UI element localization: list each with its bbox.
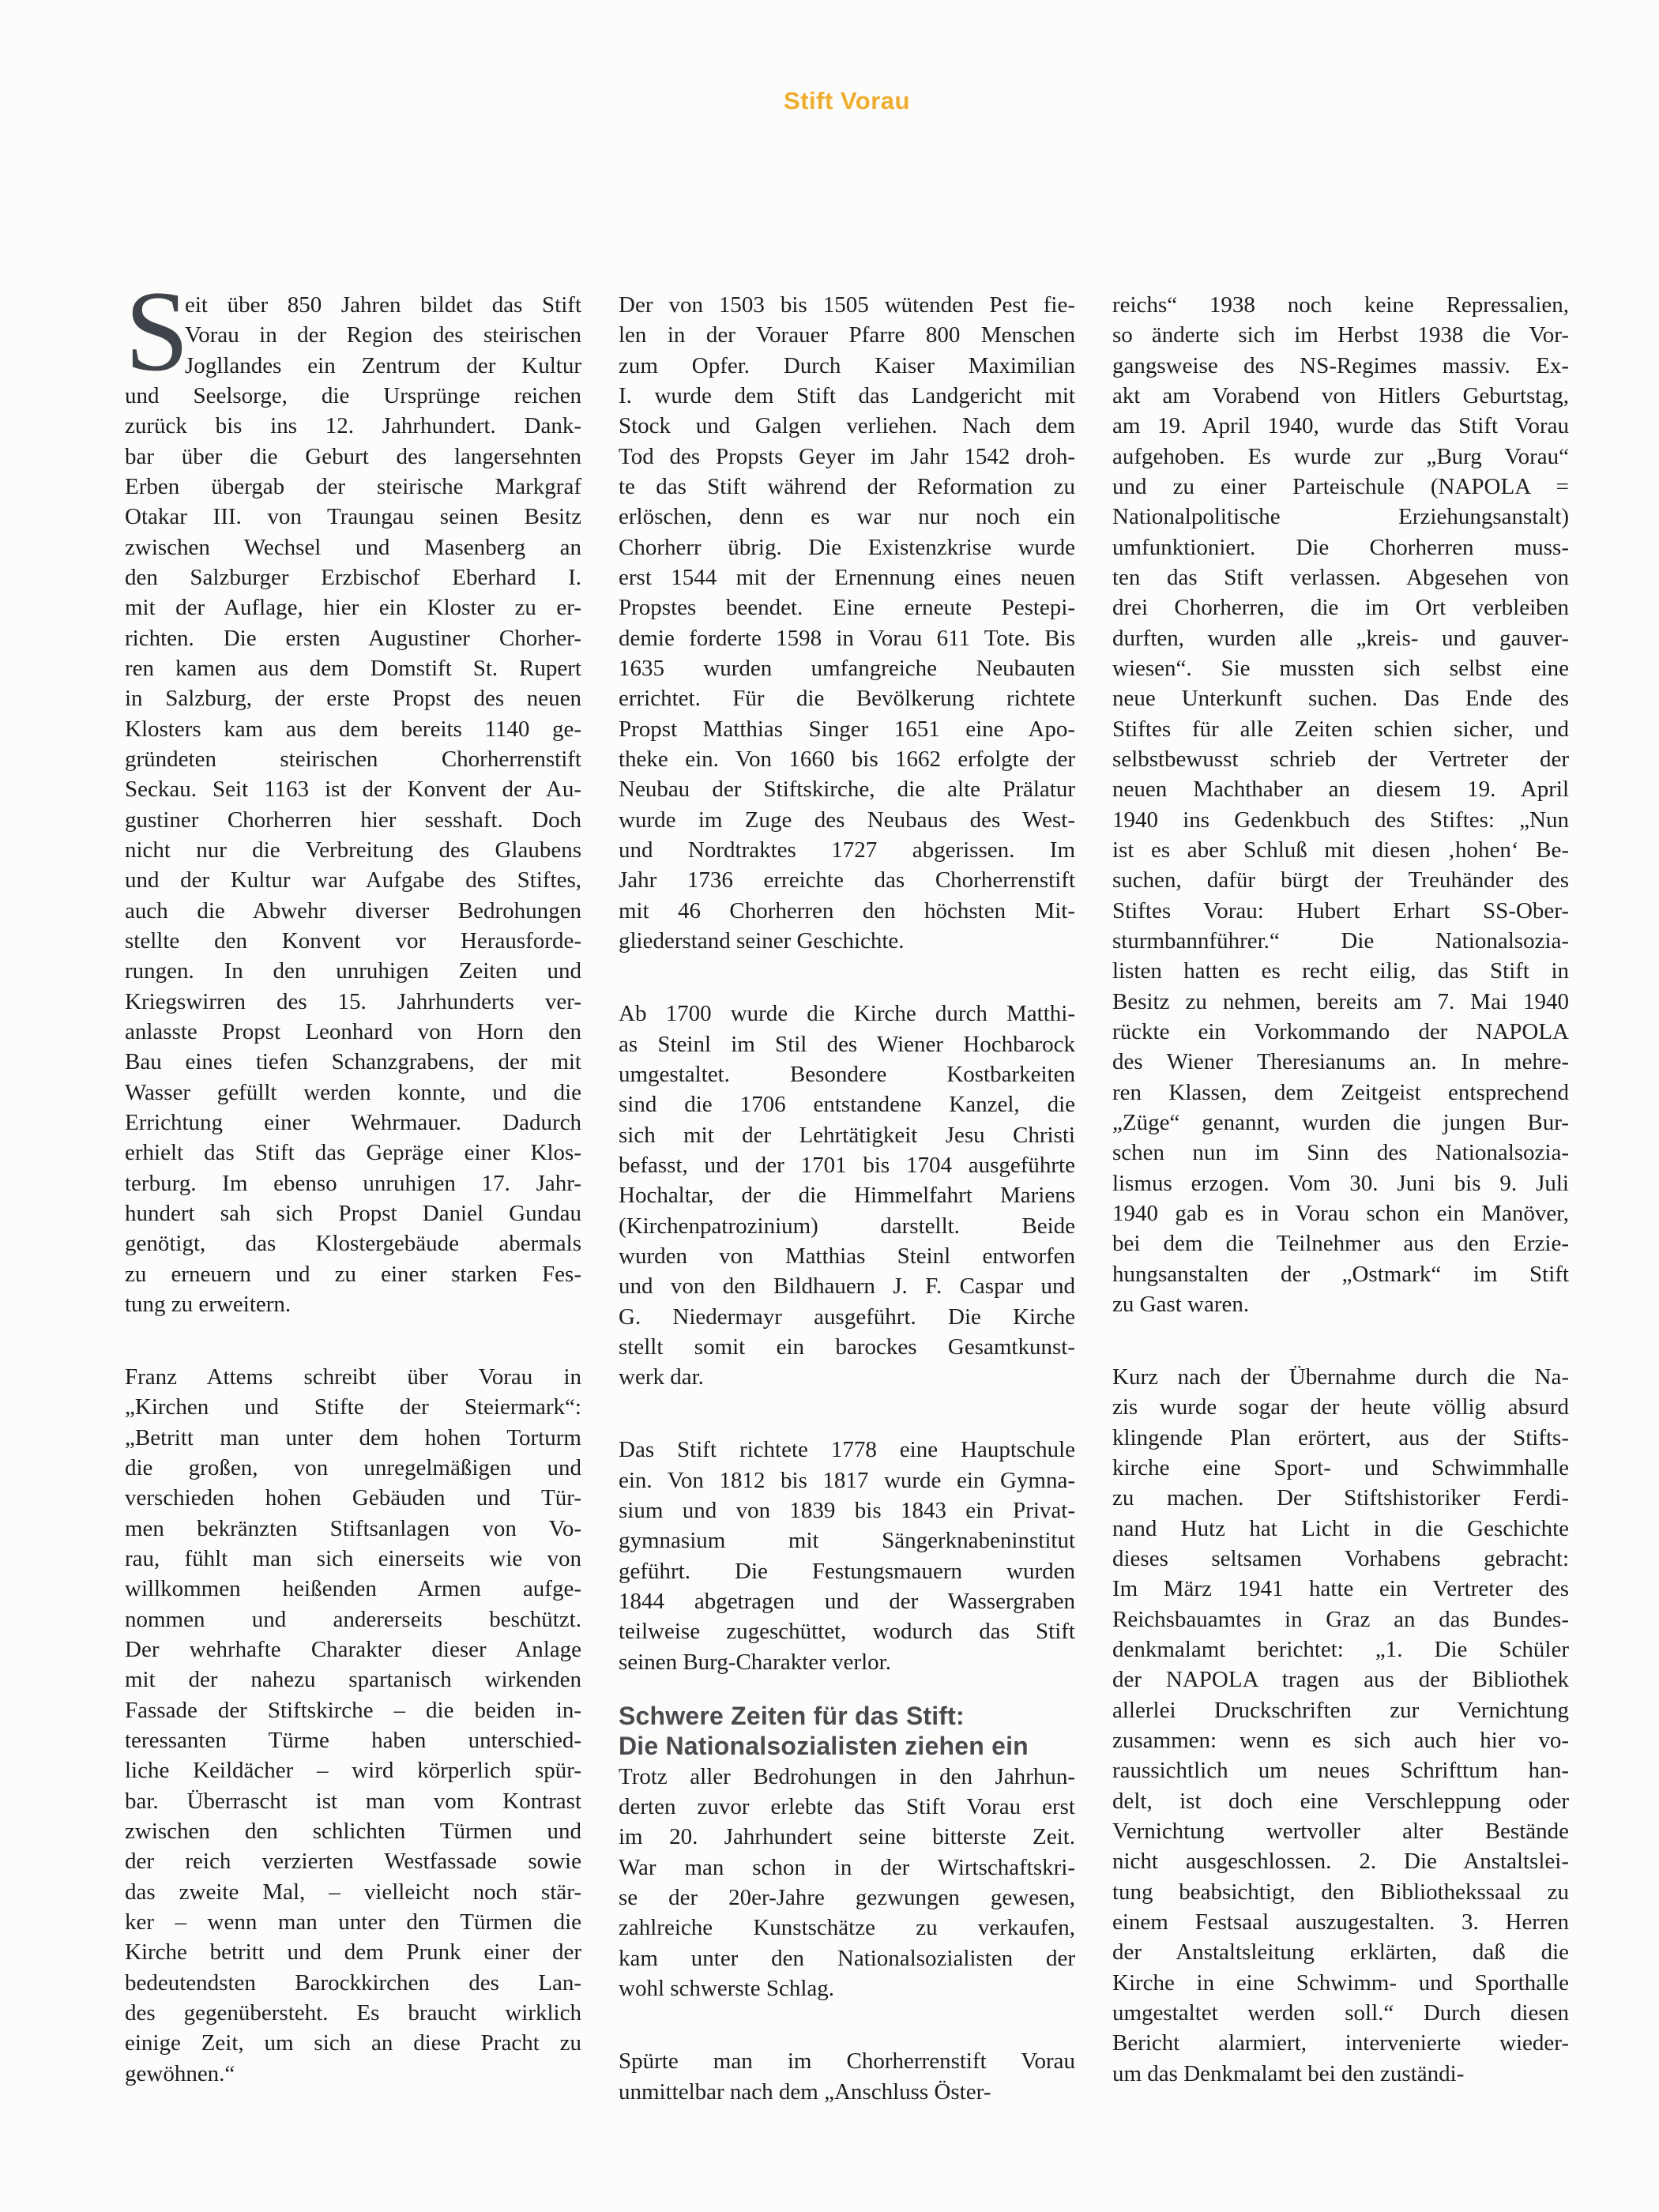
text-line: Nationalpolitische Erziehungsanstalt) <box>1112 504 1569 530</box>
text-line: verschieden hohen Gebäuden und Tür- <box>125 1485 581 1511</box>
text-line: hundert sah sich Propst Daniel Gundau <box>125 1200 581 1226</box>
text-line: werk dar. <box>619 1364 704 1390</box>
text-line: klingende Plan erörtert, aus der Stifts- <box>1112 1424 1569 1450</box>
text-line: zusammen: wenn es sich auch hier vo- <box>1112 1728 1569 1754</box>
text-line: den Salzburger Erzbischof Eberhard I. <box>125 564 581 590</box>
text-line: der Anstaltsleitung erklärten, daß die <box>1112 1939 1569 1966</box>
article-columns <box>125 267 1569 2107</box>
text-line: der NAPOLA tragen aus der Bibliothek <box>1112 1667 1569 1693</box>
text-line: terburg. Im ebenso unruhigen 17. Jahr- <box>125 1170 581 1196</box>
text-line: wohl schwerste Schlag. <box>619 1976 835 2002</box>
text-line: Das Stift richtete 1778 eine Hauptschule <box>619 1437 1075 1463</box>
text-line: sind die 1706 entstandene Kanzel, die <box>619 1092 1075 1118</box>
text-line: zis wurde sogar der heute völlig absurd <box>1112 1394 1569 1420</box>
text-line: so änderte sich im Herbst 1938 die Vor- <box>1112 322 1569 348</box>
text-line: Klosters kam aus dem bereits 1140 ge- <box>125 716 581 742</box>
text-line: und Nordtraktes 1727 abgerissen. Im <box>619 837 1075 863</box>
text-line: War man schon in der Wirtschaftskri- <box>619 1854 1075 1880</box>
text-line: Kurz nach der Übernahme durch die Na- <box>1112 1364 1569 1390</box>
text-line: gliederstand seiner Geschichte. <box>619 927 905 954</box>
text-line: im 20. Jahrhundert seine bitterste Zeit. <box>619 1824 1075 1850</box>
text-line: zwischen Wechsel und Masenberg an <box>125 534 581 560</box>
text-line: bar. Überrascht ist man vom Kontrast <box>125 1788 581 1814</box>
text-line: aufgehoben. Es wurde zur „Burg Vorau“ <box>1112 443 1569 469</box>
text-line: kirche eine Sport- und Schwimmhalle <box>1112 1455 1569 1481</box>
text-line: ist es aber Schluß mit diesen ‚hohen‘ Be- <box>1112 837 1569 863</box>
text-line: stellte den Konvent vor Herausforde- <box>125 927 581 954</box>
text-line: selbstbewusst schrieb der Vertreter der <box>1112 746 1569 772</box>
text-line: am 19. April 1940, wurde das Stift Vorau <box>1112 413 1569 439</box>
text-line: zu Gast waren. <box>1112 1291 1250 1317</box>
text-line: Propst Matthias Singer 1651 eine Apo- <box>619 716 1075 742</box>
text-line: Wasser gefüllt werden konnte, und die <box>125 1079 581 1105</box>
text-line: „Kirchen und Stifte der Steiermark“: <box>125 1394 581 1420</box>
text-line: ren kamen aus dem Domstift St. Rupert <box>125 655 581 681</box>
text-line: listen hatten es recht eilig, das Stift in <box>1112 958 1569 984</box>
text-line: Spürte man im Chorherrenstift Vorau <box>619 2048 1075 2075</box>
text-line: und Seelsorge, die Ursprünge reichen <box>125 382 581 408</box>
text-line: Seckau. Seit 1163 ist der Konvent der Au- <box>125 777 581 803</box>
text-line: und von den Bildhauern J. F. Caspar und <box>619 1273 1075 1300</box>
text-line: nicht nur die Verbreitung des Glaubens <box>125 837 581 863</box>
text-line: bei dem die Teilnehmer aus den Erzie- <box>1112 1231 1569 1257</box>
text-line: denkmalamt berichtet: „1. Die Schüler <box>1112 1637 1569 1663</box>
text-line: Der wehrhafte Charakter dieser Anlage <box>125 1637 581 1663</box>
text-line: gustiner Chorherren hier sesshaft. Doch <box>125 807 581 833</box>
text-line: G. Niedermayr ausgeführt. Die Kirche <box>619 1304 1075 1330</box>
paragraph <box>619 2046 1075 2107</box>
text-line: gangsweise des NS-Regimes massiv. Ex- <box>1112 352 1569 378</box>
text-line: nand Hutz hat Licht in die Geschichte <box>1112 1515 1569 1541</box>
text-line: liche Keildächer – wird körperlich spür- <box>125 1758 581 1784</box>
text-line: rungen. In den unruhigen Zeiten und <box>125 958 581 984</box>
text-line: Neubau der Stiftskirche, die alte Prälatur <box>619 777 1075 803</box>
text-line: ren Klassen, dem Zeitgeist entsprechend <box>1112 1079 1569 1105</box>
text-line: teressanten Türme haben unterschied- <box>125 1728 581 1754</box>
text-column-3 <box>1112 290 1569 2107</box>
text-line: schen nun im Sinn des Nationalsozia- <box>1112 1140 1569 1166</box>
text-line: drei Chorherren, die im Ort verbleiben <box>1112 595 1569 621</box>
section-heading <box>619 1701 1075 1762</box>
text-line: auch die Abwehr diverser Bedrohungen <box>125 897 581 924</box>
text-line: teilweise zugeschüttet, wodurch das Stift <box>619 1619 1075 1645</box>
text-line: genötigt, das Klostergebäude abermals <box>125 1231 581 1257</box>
drop-cap: S <box>125 267 190 395</box>
text-line: gymnasium mit Sängerknabeninstitut <box>619 1528 1075 1554</box>
section-heading-line: Die Nationalsozialisten ziehen ein <box>619 1732 1029 1761</box>
text-line: neuen Machthaber an diesem 19. April <box>1112 777 1569 803</box>
text-line: Tod des Propsts Geyer im Jahr 1542 droh- <box>619 443 1075 469</box>
text-line: errichtet. Für die Bevölkerung richtete <box>619 686 1075 712</box>
text-line: Jahr 1736 erreichte das Chorherrenstift <box>619 867 1075 893</box>
text-line: gründeten steirischen Chorherrenstift <box>125 746 581 772</box>
text-line: „Züge“ genannt, wurden die jungen Bur- <box>1112 1109 1569 1135</box>
text-line: zum Opfer. Durch Kaiser Maximilian <box>619 352 1075 378</box>
text-line: geführt. Die Festungsmauern wurden <box>619 1558 1075 1584</box>
text-line: Hochaltar, der die Himmelfahrt Mariens <box>619 1183 1075 1209</box>
text-line: „Betritt man unter dem hohen Torturm <box>125 1424 581 1450</box>
text-line: zahlreiche Kunstschätze zu verkaufen, <box>619 1915 1075 1941</box>
text-line: te das Stift während der Reformation zu <box>619 473 1075 499</box>
text-line: mit der Auflage, hier ein Kloster zu er- <box>125 595 581 621</box>
text-line: Vernichtung wertvoller alter Bestände <box>1112 1819 1569 1845</box>
text-line: und der Kultur war Aufgabe des Stiftes, <box>125 867 581 893</box>
text-line: tung beabsichtigt, den Bibliothekssaal zu <box>1112 1879 1569 1905</box>
text-line: kam unter den Nationalsozialisten der <box>619 1945 1075 1971</box>
text-line: wiesen“. Sie mussten sich selbst eine <box>1112 655 1569 681</box>
text-line: gewöhnen.“ <box>125 2060 235 2086</box>
text-line: 1940 gab es in Vorau schon ein Manöver, <box>1112 1200 1569 1226</box>
text-line: erlöschen, denn es war nur noch ein <box>619 504 1075 530</box>
paragraph <box>619 1435 1075 1677</box>
text-line: Jogllandes ein Zentrum der Kultur <box>185 352 581 378</box>
text-line: befasst, und der 1701 bis 1704 ausgeführte <box>619 1152 1075 1178</box>
text-line: Vorau in der Region des steirischen <box>185 322 581 348</box>
paragraph <box>125 1362 581 2089</box>
text-line: men bekränzten Stiftsanlagen von Vo- <box>125 1515 581 1541</box>
text-line: dieses seltsamen Vorhabens gebracht: <box>1112 1546 1569 1572</box>
text-line: richten. Die ersten Augustiner Chorher- <box>125 625 581 651</box>
text-line: einige Zeit, um sich an diese Pracht zu <box>125 2030 581 2056</box>
text-line: rückte ein Vorkommando der NAPOLA <box>1112 1018 1569 1044</box>
text-line: suchen, dafür bürgt der Treuhänder des <box>1112 867 1569 893</box>
text-line: theke ein. Von 1660 bis 1662 erfolgte der <box>619 746 1075 772</box>
text-line: nommen und andererseits beschützt. <box>125 1606 581 1632</box>
text-line: Trotz aller Bedrohungen in den Jahrhun- <box>619 1763 1075 1789</box>
text-line: in Salzburg, der erste Propst des neuen <box>125 686 581 712</box>
text-line: des Wiener Theresianums an. In mehre- <box>1112 1049 1569 1075</box>
paragraph <box>1112 290 1569 1319</box>
text-line: Ab 1700 wurde die Kirche durch Matthi- <box>619 1001 1075 1027</box>
text-line: Kirche betritt und dem Prunk einer der <box>125 1939 581 1966</box>
text-line: Im März 1941 hatte ein Vertreter des <box>1112 1576 1569 1602</box>
text-line: (Kirchenpatrozinium) darstellt. Beide <box>619 1213 1075 1239</box>
text-line: bar über die Geburt des langersehnten <box>125 443 581 469</box>
text-line: um das Denkmalamt bei den zuständi- <box>1112 2060 1465 2086</box>
text-line: reichs“ 1938 noch keine Repressalien, <box>1112 292 1569 318</box>
paragraph <box>619 290 1075 956</box>
text-line: Chorherr übrig. Die Existenzkrise wurde <box>619 534 1075 560</box>
text-line: Bau eines tiefen Schanzgrabens, der mit <box>125 1049 581 1075</box>
text-line: mit 46 Chorherren den höchsten Mit- <box>619 897 1075 924</box>
text-line: Der von 1503 bis 1505 wütenden Pest fie- <box>619 292 1075 318</box>
page-title: Stift Vorau <box>784 87 910 115</box>
text-line: des gegenübersteht. Es braucht wirklich <box>125 2000 581 2026</box>
text-line: Stiftes für alle Zeiten schien sicher, und <box>1112 716 1569 742</box>
text-line: nicht ausgeschlossen. 2. Die Anstaltslei- <box>1112 1849 1569 1875</box>
text-line: Kriegswirren des 15. Jahrhunderts ver- <box>125 988 581 1014</box>
text-line: akt am Vorabend von Hitlers Geburtstag, <box>1112 382 1569 408</box>
text-line: allerlei Druckschriften zur Vernichtung <box>1112 1697 1569 1723</box>
text-line: Errichtung einer Wehrmauer. Dadurch <box>125 1109 581 1135</box>
text-column-2 <box>619 290 1075 2107</box>
text-line: hungsanstalten der „Ostmark“ im Stift <box>1112 1261 1569 1287</box>
text-line: willkommen heißenden Armen aufge- <box>125 1576 581 1602</box>
text-line: tung zu erweitern. <box>125 1291 292 1317</box>
text-line: Stock und Galgen verliehen. Nach dem <box>619 413 1075 439</box>
text-line: ker – wenn man unter den Türmen die <box>125 1909 581 1936</box>
text-line: demie forderte 1598 in Vorau 611 Tote. Bis <box>619 625 1075 651</box>
text-line: wurden von Matthias Steinl entworfen <box>619 1243 1075 1269</box>
text-line: lismus erzogen. Vom 30. Juni bis 9. Juli <box>1112 1170 1569 1196</box>
text-line: 1635 wurden umfangreiche Neubauten <box>619 655 1075 681</box>
text-line: Propstes beendet. Eine erneute Pestepi- <box>619 595 1075 621</box>
text-line: zurück bis ins 12. Jahrhundert. Dank- <box>125 413 581 439</box>
text-line: erst 1544 mit der Ernennung eines neuen <box>619 564 1075 590</box>
text-line: sich mit der Lehrtätigkeit Jesu Christi <box>619 1122 1075 1148</box>
text-line: Stiftes Vorau: Hubert Erhart SS-Ober- <box>1112 897 1569 924</box>
paragraph <box>125 267 581 1319</box>
text-line: 1940 ins Gedenkbuch des Stiftes: „Nun <box>1112 807 1569 833</box>
text-line: Fassade der Stiftskirche – die beiden in- <box>125 1697 581 1723</box>
paragraph <box>619 999 1075 1392</box>
text-line: erhielt das Stift das Gepräge einer Klos- <box>125 1140 581 1166</box>
text-line: 1844 abgetragen und der Wassergraben <box>619 1589 1075 1615</box>
text-line: ein. Von 1812 bis 1817 wurde ein Gymna- <box>619 1467 1075 1493</box>
text-line: seinen Burg-Charakter verlor. <box>619 1649 891 1675</box>
page-header <box>125 85 1569 117</box>
text-line: umgestaltet. Besondere Kostbarkeiten <box>619 1061 1075 1087</box>
text-line: Kirche in eine Schwimm- und Sporthalle <box>1112 1969 1569 1996</box>
text-line: und zu einer Parteischule (NAPOLA = <box>1112 473 1569 499</box>
text-line: neue Unterkunft suchen. Das Ende des <box>1112 686 1569 712</box>
text-line: delt, ist doch eine Verschleppung oder <box>1112 1788 1569 1814</box>
text-line: ten das Stift verlassen. Abgesehen von <box>1112 564 1569 590</box>
text-line: rau, fühlt man sich einerseits wie von <box>125 1546 581 1572</box>
text-line: die großen, von unregelmäßigen und <box>125 1455 581 1481</box>
text-line: mit der nahezu spartanisch wirkenden <box>125 1667 581 1693</box>
text-line: wurde im Zuge des Neubaus des West- <box>619 807 1075 833</box>
text-line: sium und von 1839 bis 1843 ein Privat- <box>619 1498 1075 1524</box>
text-line: Reichsbauamtes in Graz an das Bundes- <box>1112 1606 1569 1632</box>
text-line: bedeutendsten Barockkirchen des Lan- <box>125 1969 581 1996</box>
text-line: se der 20er-Jahre gezwungen gewesen, <box>619 1885 1075 1911</box>
text-line: anlasste Propst Leonhard von Horn den <box>125 1018 581 1044</box>
paragraph <box>1112 1362 1569 2089</box>
text-line: as Steinl im Stil des Wiener Hochbarock <box>619 1031 1075 1057</box>
text-line: umfunktioniert. Die Chorherren muss- <box>1112 534 1569 560</box>
text-line: Bericht alarmiert, intervenierte wieder- <box>1112 2030 1569 2056</box>
section-heading-line: Schwere Zeiten für das Stift: <box>619 1702 965 1731</box>
text-line: sturmbannführer.“ Die Nationalsozia- <box>1112 927 1569 954</box>
text-line: I. wurde dem Stift das Landgericht mit <box>619 382 1075 408</box>
paragraph <box>619 1762 1075 2004</box>
text-line: das zweite Mal, – vielleicht noch stär- <box>125 1879 581 1905</box>
text-line: durften, wurden alle „kreis- und gauver- <box>1112 625 1569 651</box>
text-line: Franz Attems schreibt über Vorau in <box>125 1364 581 1390</box>
text-line: Besitz zu nehmen, bereits am 7. Mai 1940 <box>1112 988 1569 1014</box>
text-line: umgestaltet werden soll.“ Durch diesen <box>1112 2000 1569 2026</box>
text-line: Otakar III. von Traungau seinen Besitz <box>125 504 581 530</box>
text-line: Erben übergab der steirische Markgraf <box>125 473 581 499</box>
text-line: raussichtlich um neues Schrifttum han- <box>1112 1758 1569 1784</box>
text-line: einem Festsaal auszugestalten. 3. Herren <box>1112 1909 1569 1936</box>
text-line: unmittelbar nach dem „Anschluss Öster- <box>619 2078 991 2105</box>
text-line: der reich verzierten Westfassade sowie <box>125 1849 581 1875</box>
text-line: derten zuvor erlebte das Stift Vorau erst <box>619 1794 1075 1820</box>
text-line: eit über 850 Jahren bildet das Stift <box>185 292 581 318</box>
text-line: zwischen den schlichten Türmen und <box>125 1819 581 1845</box>
text-line: len in der Vorauer Pfarre 800 Menschen <box>619 322 1075 348</box>
text-line: zu erneuern und zu einer starken Fes- <box>125 1261 581 1287</box>
text-line: zu machen. Der Stiftshistoriker Ferdi- <box>1112 1485 1569 1511</box>
text-column-1 <box>125 267 581 2107</box>
text-line: stellt somit ein barockes Gesamtkunst- <box>619 1334 1075 1360</box>
